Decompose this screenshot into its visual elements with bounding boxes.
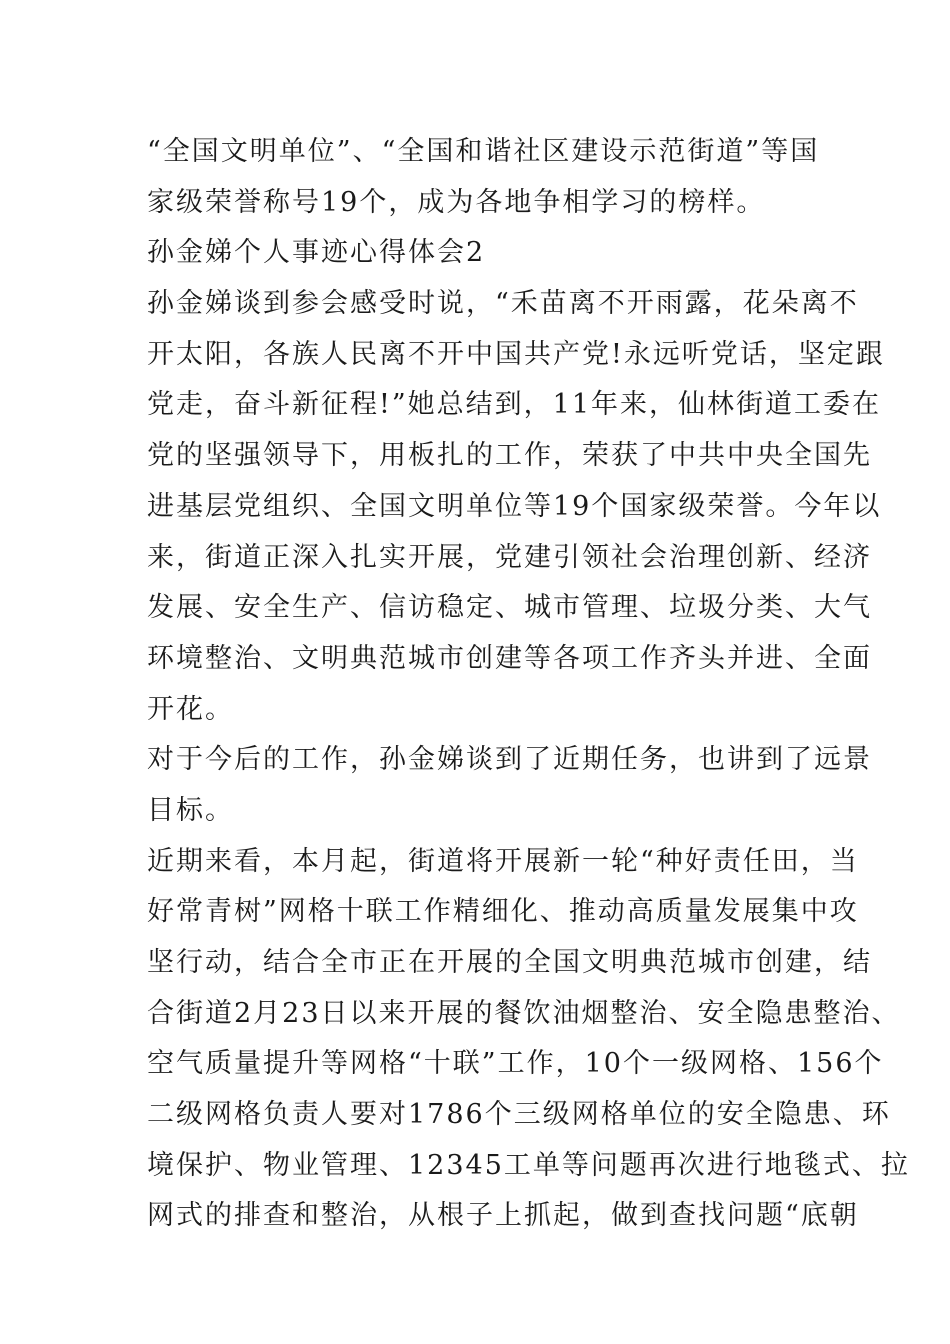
text-line: 开花。 [147, 693, 234, 725]
text-line: 目标。 [147, 794, 234, 826]
text-line: 二级网格负责人要对1786个三级网格单位的安全隐患、环 [147, 1099, 891, 1131]
text-line: 境保护、物业管理、12345工单等问题再次进行地毯式、拉 [147, 1149, 910, 1181]
text-line: 好常青树”网格十联工作精细化、推动高质量发展集中攻 [147, 896, 859, 928]
text-line: 近期来看，本月起，街道将开展新一轮“种好责任田，当 [147, 845, 859, 877]
text-line: 进基层党组织、全国文明单位等19个国家级荣誉。今年以 [147, 490, 882, 522]
text-line: 对于今后的工作，孙金娣谈到了近期任务，也讲到了远景 [147, 744, 872, 776]
text-line: 环境整治、文明典范城市创建等各项工作齐头并进、全面 [147, 642, 872, 674]
text-line: 坚行动，结合全市正在开展的全国文明典范城市创建，结 [147, 947, 872, 978]
section-heading: 孙金娣个人事迹心得体会2 [147, 237, 486, 269]
text-line: 来，街道正深入扎实开展，党建引领社会治理创新、经济 [147, 541, 872, 573]
text-line: 网式的排查和整治，从根子上抓起，做到查找问题“底朝 [147, 1200, 859, 1232]
text-line: 家级荣誉称号19个，成为各地争相学习的榜样。 [147, 186, 766, 218]
text-line: 发展、安全生产、信访稳定、城市管理、垃圾分类、大气 [147, 592, 872, 624]
text-line: “全国文明单位”、“全国和谐社区建设示范街道”等国 [147, 136, 820, 167]
text-line: 党的坚强领导下，用板扎的工作，荣获了中共中央全国先 [147, 440, 872, 472]
text-line: 合街道2月23日以来开展的餐饮油烟整治、安全隐患整治、 [147, 997, 901, 1029]
text-line: 开太阳，各族人民离不开中国共产党!永远听党话，坚定跟 [147, 338, 885, 370]
text-line: 空气质量提升等网格“十联”工作，10个一级网格、156个 [147, 1048, 884, 1080]
text-line: 党走，奋斗新征程!”她总结到，11年来，仙林街道工委在 [147, 389, 882, 421]
body-text [147, 127, 910, 1242]
text-line: 孙金娣谈到参会感受时说，“禾苗离不开雨露，花朵离不 [147, 288, 859, 320]
